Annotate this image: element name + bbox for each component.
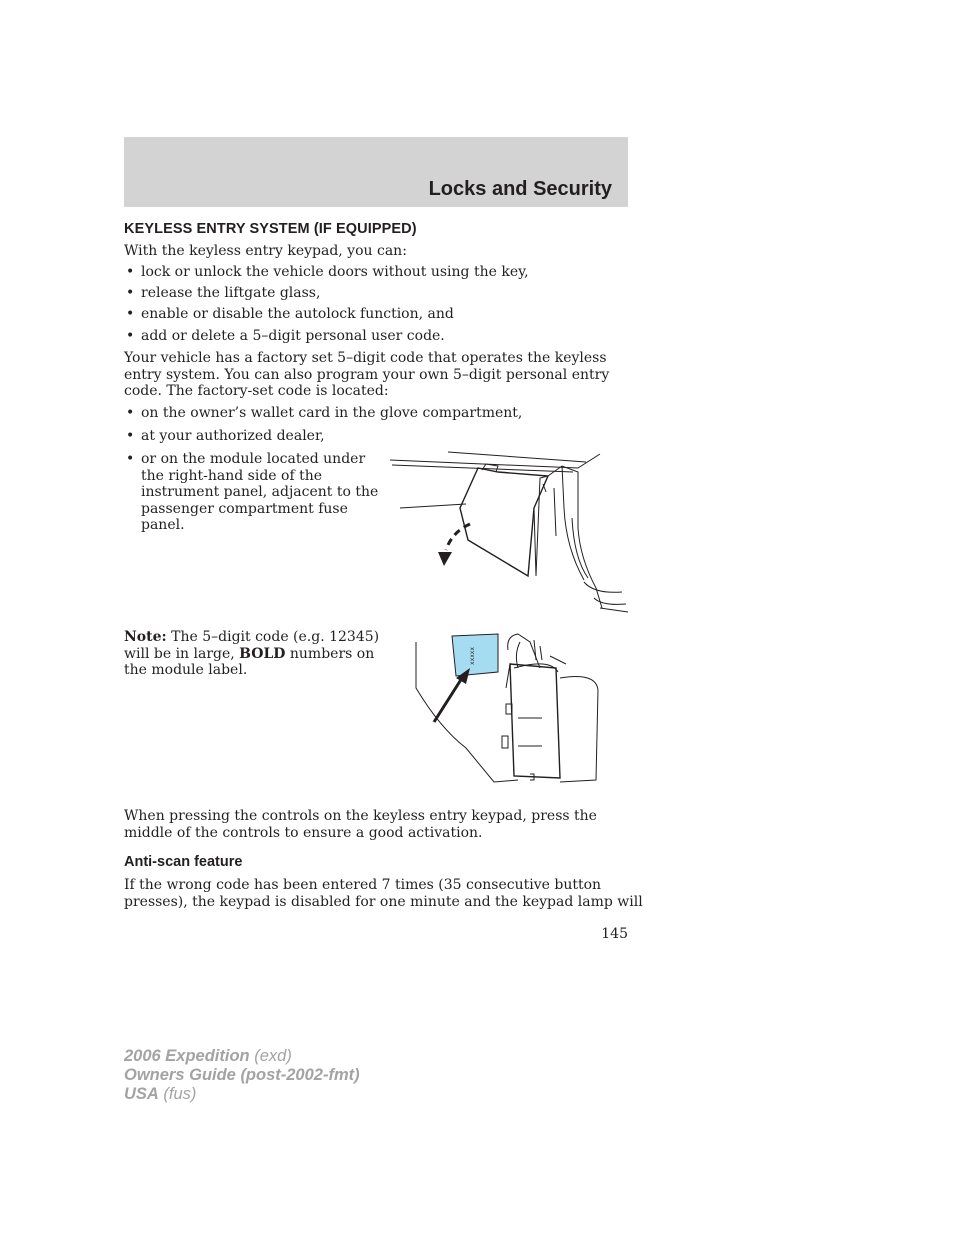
- function-item: • release the liftgate glass,: [124, 285, 320, 302]
- module-line: panel.: [141, 517, 185, 533]
- function-item: • enable or disable the autolock function, and: [124, 306, 454, 323]
- intro-text: With the keyless entry keypad, you can:: [124, 243, 407, 259]
- anti-scan-line: presses), the keypad is disabled for one minute and the keypad lamp will: [124, 894, 643, 910]
- press-line: middle of the controls to ensure a good activation.: [124, 825, 483, 841]
- location-item-module: [124, 451, 378, 534]
- function-item: • lock or unlock the vehicle doors without using the key,: [124, 264, 529, 281]
- press-line: When pressing the controls on the keyless entry keypad, press the: [124, 808, 597, 824]
- anti-scan-line: If the wrong code has been entered 7 times (35 consecutive button: [124, 877, 602, 893]
- module-line: instrument panel, adjacent to the: [141, 484, 379, 500]
- module-line: passenger compartment fuse: [141, 500, 348, 517]
- factory-code-line: entry system. You can also program your own 5–digit personal entry: [124, 367, 610, 383]
- module-line: the right-hand side of the: [141, 467, 323, 484]
- note-bold: BOLD: [239, 645, 286, 662]
- page-section-title: Locks and Security: [428, 178, 612, 200]
- module-label-illustration: [410, 628, 602, 790]
- footer-model: 2006 Expedition: [124, 1047, 250, 1065]
- note-text-part: The 5–digit code (e.g. 12345): [166, 629, 380, 645]
- footer-region: USA: [124, 1085, 159, 1103]
- function-item: • add or delete a 5–digit personal user code.: [124, 328, 445, 345]
- footer-model-code: (exd): [249, 1047, 292, 1065]
- module-line: • or on the module located under: [141, 451, 366, 467]
- page-number: 145: [601, 926, 628, 942]
- note-text: [124, 629, 379, 679]
- note-label: Note:: [124, 629, 167, 645]
- location-item: • on the owner’s wallet card in the glove compartment,: [124, 405, 522, 422]
- module-location-illustration: [388, 448, 630, 618]
- footer: [124, 1047, 360, 1104]
- anti-scan-heading: Anti-scan feature: [124, 854, 243, 870]
- factory-code-line: Your vehicle has a factory set 5–digit code that operates the keyless: [124, 350, 607, 366]
- code-label-text: xxxxx: [469, 646, 476, 666]
- footer-guide: Owners Guide (post-2002-fmt): [124, 1066, 360, 1084]
- header-band: [124, 137, 628, 207]
- note-text-part: will be in large,: [124, 645, 240, 662]
- note-text-part: the module label.: [124, 662, 248, 678]
- factory-code-line: code. The factory-set code is located:: [124, 383, 389, 399]
- section-heading: KEYLESS ENTRY SYSTEM (IF EQUIPPED): [124, 221, 417, 237]
- location-item: • at your authorized dealer,: [124, 428, 325, 445]
- footer-region-code: (fus): [158, 1085, 197, 1103]
- note-text-part: numbers on: [285, 645, 375, 662]
